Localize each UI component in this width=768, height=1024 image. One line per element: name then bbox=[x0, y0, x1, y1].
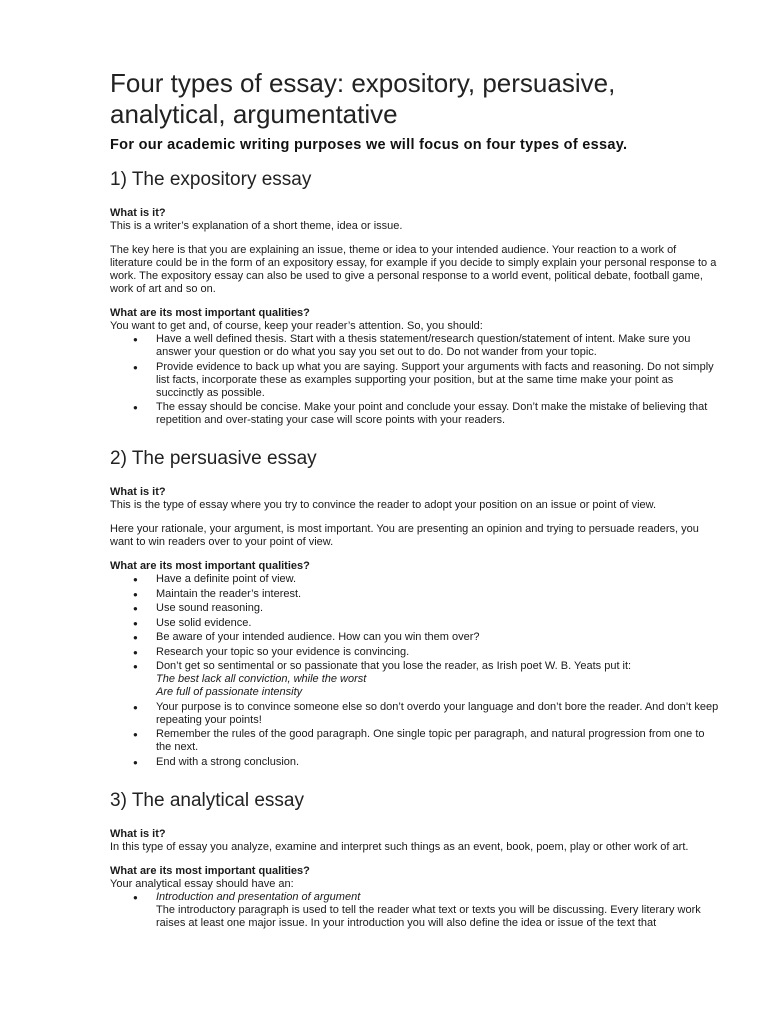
section-heading: 1) The expository essay bbox=[110, 169, 312, 190]
list-item bbox=[110, 602, 720, 615]
list-item bbox=[110, 617, 720, 630]
bullet-icon: ● bbox=[133, 335, 138, 344]
section-analytical bbox=[110, 789, 720, 930]
list-item bbox=[110, 891, 720, 930]
bullet-icon: ● bbox=[133, 730, 138, 739]
bullet-icon: ● bbox=[133, 362, 138, 372]
what-is-it-text: This is the type of essay where you try to convince the reader to adopt your position on an issue or point of view. bbox=[110, 499, 657, 511]
bullet-icon: ● bbox=[133, 403, 138, 412]
document-title: Four types of essay: expository, persuasive, analytical, argumentative bbox=[110, 68, 616, 129]
list-item-text: Be aware of your intended audience. How can you win them over? bbox=[156, 631, 480, 643]
section-heading: 3) The analytical essay bbox=[110, 789, 304, 811]
list-item-text: Use sound reasoning. bbox=[156, 602, 264, 614]
list-item bbox=[110, 701, 720, 727]
qualities-intro: Your analytical essay should have an: bbox=[110, 877, 294, 890]
body-paragraph: Here your rationale, your argument, is most important. You are presenting an opinion and trying to persuade readers, you want to win readers over to your point of view. bbox=[110, 523, 699, 548]
list-item bbox=[110, 401, 720, 427]
bullet-icon: ● bbox=[133, 589, 138, 599]
bullet-icon: ● bbox=[133, 662, 138, 671]
list-item bbox=[110, 573, 720, 586]
what-is-it-label: What is it? bbox=[110, 486, 166, 498]
list-item-text: Research your topic so your evidence is convincing. bbox=[156, 645, 410, 658]
bullet-icon: ● bbox=[133, 604, 138, 613]
list-item-text: End with a strong conclusion. bbox=[156, 755, 300, 768]
list-item-text: Use solid evidence. bbox=[156, 616, 252, 629]
list-item bbox=[110, 361, 720, 400]
section-persuasive bbox=[110, 447, 720, 769]
list-item-text: Remember the rules of the good paragraph. One single topic per paragraph, and natural progression from one to the next. bbox=[156, 728, 705, 753]
bullet-icon: ● bbox=[133, 633, 138, 642]
list-item-text: Provide evidence to back up what you are saying. Support your arguments with facts and reasoning. Do not simply list facts, incorporate these as examples supporting your position, but at the same time make your point as succinctly as possible. bbox=[156, 360, 714, 399]
qualities-label: What are its most important qualities? bbox=[110, 864, 310, 877]
bullet-icon: ● bbox=[133, 757, 138, 767]
list-item-text: Have a well defined thesis. Start with a thesis statement/research question/statement of intent. Make sure you answer your question or do what you say you set out to do. Do not wander from your topic. bbox=[156, 333, 691, 358]
list-item bbox=[110, 728, 720, 754]
list-item-title: Introduction and presentation of argument bbox=[156, 890, 361, 903]
poem-quote-line: The best lack all conviction, while the worst bbox=[156, 673, 367, 685]
list-item bbox=[110, 646, 720, 659]
qualities-label: What are its most important qualities? bbox=[110, 560, 310, 572]
list-item-text: Don’t get so sentimental or so passionate that you lose the reader, as Irish poet W. B. Yeats put it: bbox=[156, 660, 632, 672]
what-is-it-text: In this type of essay you analyze, examine and interpret such things as an event, book, poem, play or other work of art. bbox=[110, 840, 689, 853]
bullet-icon: ● bbox=[133, 647, 138, 657]
list-item-text: The essay should be concise. Make your point and conclude your essay. Don’t make the mistake of believing that repetition and over-stating your case will score points with your readers. bbox=[156, 401, 708, 426]
what-is-it-label: What is it? bbox=[110, 207, 166, 219]
bullet-icon: ● bbox=[133, 702, 138, 712]
poem-quote-line: Are full of passionate intensity bbox=[156, 686, 303, 698]
section-expository bbox=[110, 168, 720, 427]
list-item-text: Have a definite point of view. bbox=[156, 573, 297, 585]
bullet-icon: ● bbox=[133, 892, 138, 902]
list-item bbox=[110, 588, 720, 601]
list-item-text: Maintain the reader’s interest. bbox=[156, 587, 302, 600]
qualities-list bbox=[110, 333, 720, 427]
qualities-list bbox=[110, 891, 720, 930]
body-paragraph: The key here is that you are explaining an issue, theme or idea to your intended audience. Your reaction to a work of literature could be in the form of an expository essay, for example if you decide to simply explain your personal response to a work. The expository essay can also be used to give a personal response to a world event, political debate, football game, work of art and so on. bbox=[110, 244, 717, 295]
what-is-it-text: This is a writer’s explanation of a short theme, idea or issue. bbox=[110, 220, 403, 232]
bullet-icon: ● bbox=[133, 575, 138, 584]
bullet-icon: ● bbox=[133, 618, 138, 628]
section-heading: 2) The persuasive essay bbox=[110, 448, 317, 469]
list-item bbox=[110, 631, 720, 644]
qualities-label: What are its most important qualities? bbox=[110, 307, 310, 319]
list-item bbox=[110, 660, 720, 699]
qualities-list bbox=[110, 573, 720, 769]
list-item bbox=[110, 333, 720, 359]
list-item-text: Your purpose is to convince someone else so don’t overdo your language and don’t bore the reader. And don’t keep repeating your points! bbox=[156, 700, 719, 726]
document-subtitle: For our academic writing purposes we will focus on four types of essay. bbox=[110, 137, 628, 153]
list-item bbox=[110, 756, 720, 769]
list-item-text: The introductory paragraph is used to tell the reader what text or texts you will be discussing. Every literary work raises at least one major issue. In your introduction you will also define the idea or issue of the text that bbox=[156, 903, 701, 929]
what-is-it-label: What is it? bbox=[110, 827, 166, 840]
qualities-intro: You want to get and, of course, keep your reader’s attention. So, you should: bbox=[110, 320, 483, 332]
